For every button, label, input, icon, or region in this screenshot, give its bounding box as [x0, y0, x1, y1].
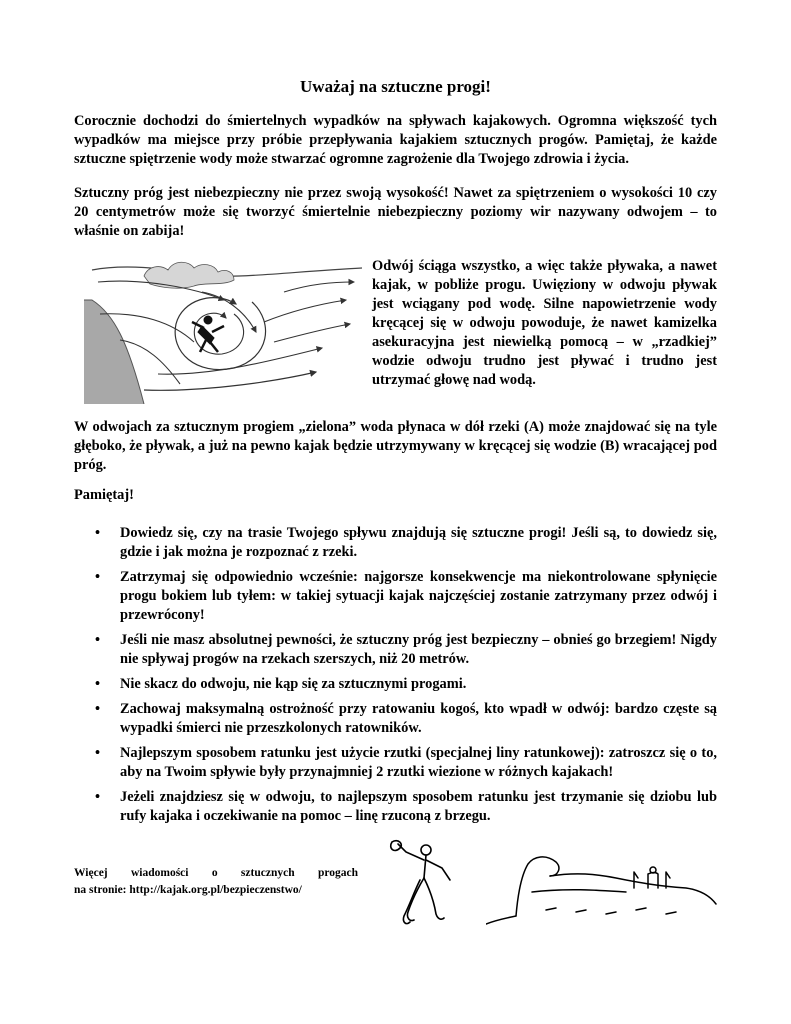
list-item: • Zachowaj maksymalną ostrożność przy ratowaniu kogoś, kto wpadł w odwój: bardzo częste są wypadki śmierci nie przeszkolonych ratowników. — [95, 701, 717, 736]
footer-link-line[interactable]: na stronie: http://kajak.org.pl/bezpieczenstwo/ — [74, 884, 302, 896]
footer-info — [74, 865, 358, 899]
intro-paragraph: Corocznie dochodzi do śmiertelnych wypadków na spływach kajakowych. Ogromna większość tych wypadków ma miejsce przy próbie przepływania kajakiem sztucznych progów. Pamiętaj, że każde sztuczne spiętrzenie wody może stwarzać ogromne zagrożenie dla Twojego zdrowia i życia. — [74, 113, 717, 167]
undertow-paragraph: Odwój ściąga wszystko, a więc także pływaka, a nawet kajak, w pobliże progu. Uwięziony w odwoju pływak jest wciągany pod wodę. Silne napowietrzenie wody kręcącej się w odwoju powoduje, że nawet kamizelka asekuracyjna jest niewielką pomocą – w „rzadkiej” wodzie odwoju trudno jest pływać i trudno jest utrzymać głowę nad wodą. — [372, 258, 717, 388]
bullet-icon: • — [95, 632, 101, 648]
list-item: • Najlepszym sposobem ratunku jest użycie rzutki (specjalnej liny ratunkowej): zatroszcz się o to, aby na Twoim spływie były przynajmniej 2 rzutki wiezione w różnych kajakach! — [95, 745, 717, 780]
bullet-icon: • — [95, 701, 101, 717]
list-item: • Jeżeli znajdziesz się w odwoju, to najlepszym sposobem ratunku jest trzymanie się dziobu lub rufy kajaka i oczekiwanie na pomoc – linę rzuconą z brzegu. — [95, 789, 717, 824]
vortex-outer — [175, 298, 265, 370]
safety-rules-list — [74, 524, 717, 832]
bullet-icon: • — [95, 525, 101, 541]
remember-heading: Pamiętaj! — [74, 487, 134, 503]
bullet-icon: • — [95, 676, 101, 692]
bullet-icon: • — [95, 789, 101, 805]
list-item: • Jeśli nie masz absolutnej pewności, że sztuczny próg jest bezpieczny – obnieś go brzegiem! Nigdy nie spływaj progów na rzekach szerszych, niż 20 metrów. — [95, 632, 717, 667]
list-item: • Zatrzymaj się odpowiednio wcześnie: najgorsze konsekwencje ma niekontrolowane spłynięcie progu bokiem lub tyłem: w takiej sytuacji kajak najczęściej zostanie zatrzymany przez odwój i przewrócony! — [95, 569, 717, 623]
footer-line-1: Więcej wiadomości o sztucznych progach — [74, 867, 358, 879]
page-title: Uważaj na sztuczne progi! — [300, 77, 491, 96]
green-water-paragraph: W odwojach za sztucznym progiem „zielona” woda płynaca w dół rzeki (A) może znajdować się na tyle głęboko, że pływak, a już na pewno kajak będzie utrzymywany w kręcącej się wodzie (B) wracającej pod próg. — [74, 419, 717, 473]
weir-hydraulic-diagram — [84, 252, 364, 404]
swimmer-figure — [192, 316, 224, 352]
danger-paragraph: Sztuczny próg jest niebezpieczny nie przez swoją wysokość! Nawet za spiętrzeniem o wysokości 10 czy 20 centymetrów może się tworzyć śmiertelnie niebezpieczny poziomy wir nazywany odwojem – to właśnie on zabija! — [74, 185, 717, 239]
list-item: • Nie skacz do odwoju, nie kąp się za sztucznymi progami. — [95, 676, 467, 692]
rescuer-throwing-rope-illustration — [384, 838, 464, 928]
river-bank-rescue-illustration — [486, 852, 718, 928]
foam-cloud — [144, 262, 234, 288]
bullet-icon: • — [95, 745, 101, 761]
list-item: • Dowiedz się, czy na trasie Twojego spływu znajdują się sztuczne progi! Jeśli są, to dowiedz się, gdzie i jak można je rozpoznać z rzeki. — [95, 525, 717, 560]
bullet-icon: • — [95, 569, 101, 585]
